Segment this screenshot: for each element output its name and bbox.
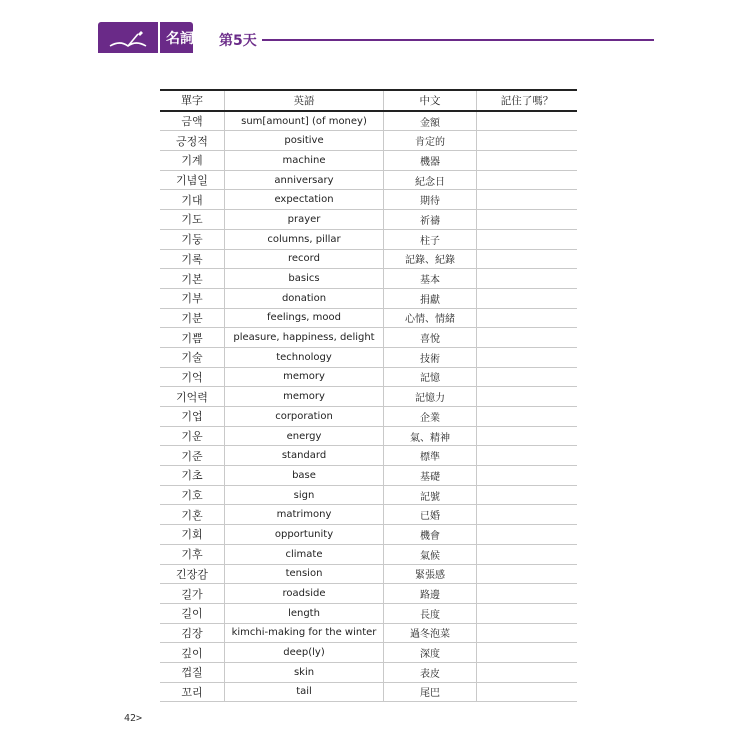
cell-english: memory <box>225 387 384 407</box>
table-row <box>160 544 577 564</box>
cell-korean-word: 긍정적 <box>160 131 225 151</box>
table-row <box>160 288 577 308</box>
table-row <box>160 347 577 367</box>
cell-chinese: 金額 <box>384 111 477 131</box>
table-row <box>160 584 577 604</box>
table-row <box>160 407 577 427</box>
cell-korean-word: 기둥 <box>160 229 225 249</box>
cell-korean-word: 기술 <box>160 347 225 367</box>
cell-korean-word: 긴장감 <box>160 564 225 584</box>
cell-chinese: 紀念日 <box>384 170 477 190</box>
table-row <box>160 426 577 446</box>
table-row <box>160 525 577 545</box>
cell-chinese: 記憶力 <box>384 387 477 407</box>
cell-chinese: 記號 <box>384 485 477 505</box>
cell-korean-word: 기준 <box>160 446 225 466</box>
page-number-text: 42 <box>124 713 137 724</box>
cell-remembered <box>477 544 578 564</box>
cell-korean-word: 기업 <box>160 407 225 427</box>
cell-korean-word: 기대 <box>160 190 225 210</box>
cell-korean-word: 길가 <box>160 584 225 604</box>
cell-english: deep(ly) <box>225 643 384 663</box>
table-row <box>160 367 577 387</box>
cell-english: prayer <box>225 210 384 230</box>
cell-chinese: 機會 <box>384 525 477 545</box>
cell-korean-word: 기부 <box>160 288 225 308</box>
cell-english: technology <box>225 347 384 367</box>
header-rule <box>262 39 654 41</box>
cell-english: opportunity <box>225 525 384 545</box>
cell-english: corporation <box>225 407 384 427</box>
cell-korean-word: 기억력 <box>160 387 225 407</box>
cell-remembered <box>477 407 578 427</box>
cell-english: tension <box>225 564 384 584</box>
cell-remembered <box>477 466 578 486</box>
table-row <box>160 131 577 151</box>
vocabulary-table <box>160 89 577 702</box>
column-header-word: 單字 <box>160 90 225 111</box>
cell-remembered <box>477 288 578 308</box>
cell-english: record <box>225 249 384 269</box>
cell-korean-word: 꼬리 <box>160 682 225 702</box>
page-number: 42> <box>124 713 143 724</box>
cell-korean-word: 길이 <box>160 603 225 623</box>
cell-korean-word: 기혼 <box>160 505 225 525</box>
cell-remembered <box>477 682 578 702</box>
cell-chinese: 表皮 <box>384 662 477 682</box>
cell-english: memory <box>225 367 384 387</box>
cell-chinese: 記憶 <box>384 367 477 387</box>
table-row <box>160 466 577 486</box>
cell-chinese: 基礎 <box>384 466 477 486</box>
cell-remembered <box>477 269 578 289</box>
table-row <box>160 210 577 230</box>
table-row <box>160 229 577 249</box>
table-header-row <box>160 90 577 111</box>
cell-english: sum[amount] (of money) <box>225 111 384 131</box>
column-header-english: 英語 <box>225 90 384 111</box>
cell-chinese: 期待 <box>384 190 477 210</box>
cell-english: basics <box>225 269 384 289</box>
cell-chinese: 尾巴 <box>384 682 477 702</box>
table-row <box>160 662 577 682</box>
cell-chinese: 祈禱 <box>384 210 477 230</box>
table-row <box>160 151 577 171</box>
cell-english: skin <box>225 662 384 682</box>
cell-english: expectation <box>225 190 384 210</box>
cell-remembered <box>477 662 578 682</box>
table-row <box>160 446 577 466</box>
table-row <box>160 505 577 525</box>
cell-chinese: 標準 <box>384 446 477 466</box>
cell-chinese: 基本 <box>384 269 477 289</box>
cell-remembered <box>477 584 578 604</box>
cell-chinese: 氣候 <box>384 544 477 564</box>
cell-english: columns, pillar <box>225 229 384 249</box>
cell-english: base <box>225 466 384 486</box>
table-row <box>160 170 577 190</box>
cell-english: sign <box>225 485 384 505</box>
cell-chinese: 心情、情緒 <box>384 308 477 328</box>
table-row <box>160 190 577 210</box>
cell-korean-word: 기념일 <box>160 170 225 190</box>
table-row <box>160 249 577 269</box>
cell-korean-word: 기쁨 <box>160 328 225 348</box>
cell-english: anniversary <box>225 170 384 190</box>
table-row <box>160 308 577 328</box>
cell-remembered <box>477 426 578 446</box>
column-header-remembered: 記住了嗎？ <box>477 90 578 111</box>
cell-korean-word: 금액 <box>160 111 225 131</box>
cell-remembered <box>477 308 578 328</box>
cell-chinese: 機器 <box>384 151 477 171</box>
cell-remembered <box>477 328 578 348</box>
cell-korean-word: 기억 <box>160 367 225 387</box>
table-row <box>160 643 577 663</box>
cell-english: kimchi-making for the winter <box>225 623 384 643</box>
cell-english: matrimony <box>225 505 384 525</box>
table-row <box>160 111 577 131</box>
cell-chinese: 記錄、紀錄 <box>384 249 477 269</box>
cell-remembered <box>477 446 578 466</box>
table-header <box>160 90 577 111</box>
cell-remembered <box>477 190 578 210</box>
cell-remembered <box>477 347 578 367</box>
cell-english: positive <box>225 131 384 151</box>
column-header-chinese: 中文 <box>384 90 477 111</box>
cell-english: feelings, mood <box>225 308 384 328</box>
table-row <box>160 623 577 643</box>
cell-chinese: 已婚 <box>384 505 477 525</box>
cell-remembered <box>477 485 578 505</box>
cell-remembered <box>477 643 578 663</box>
cell-remembered <box>477 367 578 387</box>
cell-remembered <box>477 525 578 545</box>
cell-chinese: 技術 <box>384 347 477 367</box>
cell-chinese: 肯定的 <box>384 131 477 151</box>
cell-korean-word: 껍질 <box>160 662 225 682</box>
cell-remembered <box>477 131 578 151</box>
cell-english: machine <box>225 151 384 171</box>
cell-chinese: 氣、精神 <box>384 426 477 446</box>
table-row <box>160 682 577 702</box>
cell-chinese: 路邊 <box>384 584 477 604</box>
cell-remembered <box>477 210 578 230</box>
table-row <box>160 485 577 505</box>
cell-remembered <box>477 603 578 623</box>
cell-remembered <box>477 505 578 525</box>
cell-korean-word: 기후 <box>160 544 225 564</box>
cell-chinese: 深度 <box>384 643 477 663</box>
cell-english: donation <box>225 288 384 308</box>
cell-chinese: 緊張感 <box>384 564 477 584</box>
cell-remembered <box>477 623 578 643</box>
cell-english: climate <box>225 544 384 564</box>
cell-korean-word: 기본 <box>160 269 225 289</box>
cell-korean-word: 기계 <box>160 151 225 171</box>
page-header <box>0 0 750 80</box>
cell-chinese: 喜悅 <box>384 328 477 348</box>
cell-english: roadside <box>225 584 384 604</box>
cell-korean-word: 기운 <box>160 426 225 446</box>
cell-chinese: 捐獻 <box>384 288 477 308</box>
cell-korean-word: 기도 <box>160 210 225 230</box>
cell-remembered <box>477 249 578 269</box>
cell-korean-word: 김장 <box>160 623 225 643</box>
cell-remembered <box>477 151 578 171</box>
table-row <box>160 269 577 289</box>
cell-english: length <box>225 603 384 623</box>
cell-korean-word: 기회 <box>160 525 225 545</box>
table-row <box>160 328 577 348</box>
table-row <box>160 564 577 584</box>
cell-english: energy <box>225 426 384 446</box>
cell-english: tail <box>225 682 384 702</box>
cell-chinese: 柱子 <box>384 229 477 249</box>
cell-remembered <box>477 170 578 190</box>
cell-chinese: 長度 <box>384 603 477 623</box>
cell-remembered <box>477 564 578 584</box>
cell-korean-word: 깊이 <box>160 643 225 663</box>
day-label: 第5天 <box>219 33 257 49</box>
cell-korean-word: 기분 <box>160 308 225 328</box>
table-body <box>160 111 577 702</box>
cell-korean-word: 기록 <box>160 249 225 269</box>
cell-korean-word: 기초 <box>160 466 225 486</box>
cell-chinese: 企業 <box>384 407 477 427</box>
cell-english: standard <box>225 446 384 466</box>
cell-chinese: 過冬泡菜 <box>384 623 477 643</box>
table-row <box>160 603 577 623</box>
cell-remembered <box>477 387 578 407</box>
table-row <box>160 387 577 407</box>
book-pen-icon <box>108 26 148 50</box>
category-label: 名詞 <box>166 31 194 47</box>
cell-english: pleasure, happiness, delight <box>225 328 384 348</box>
cell-remembered <box>477 229 578 249</box>
cell-korean-word: 기호 <box>160 485 225 505</box>
cell-remembered <box>477 111 578 131</box>
